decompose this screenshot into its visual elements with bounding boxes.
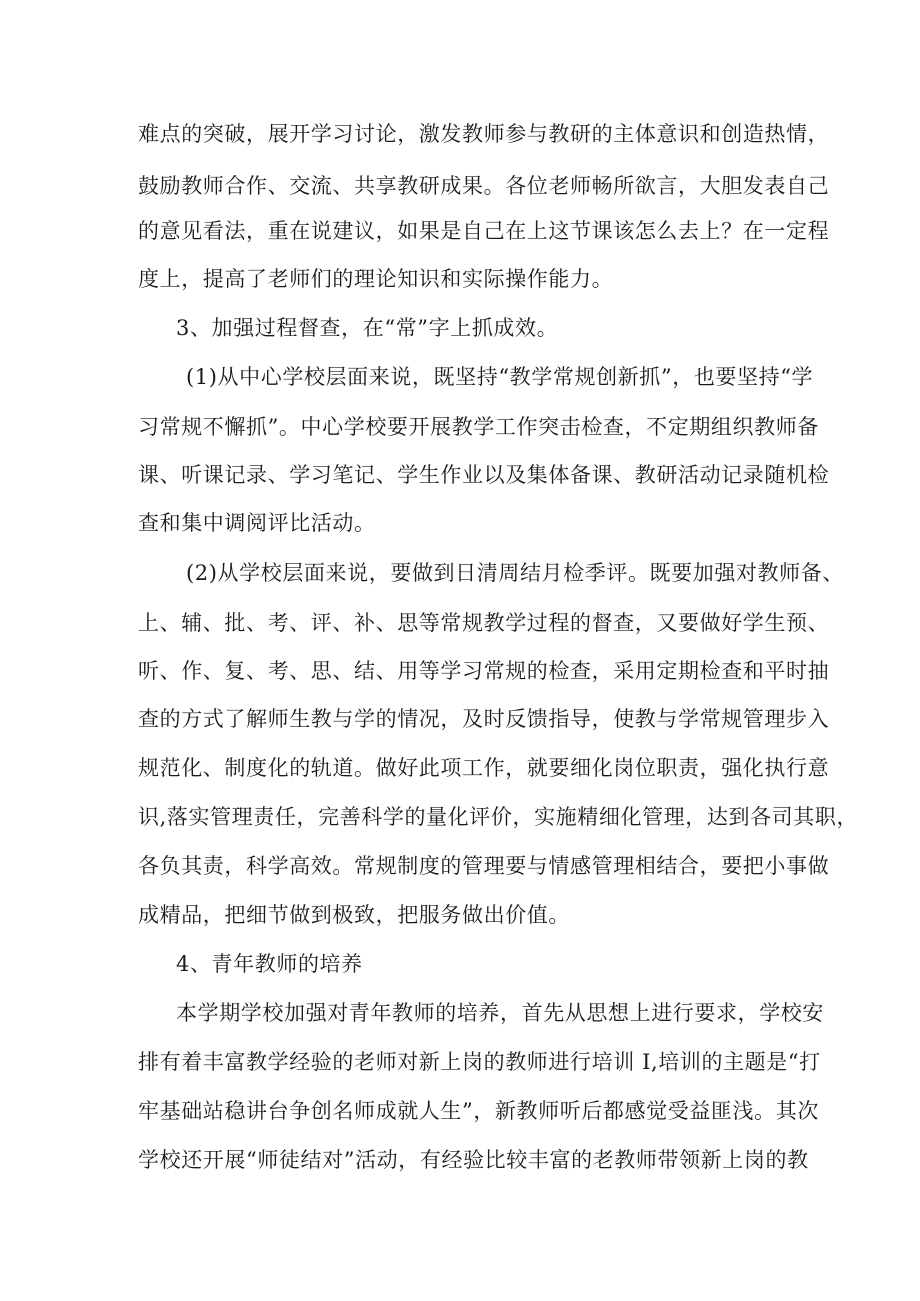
text-line: 度上，提高了老师们的理论知识和实际操作能力。 [138, 267, 614, 291]
text-line: 规范化、制度化的轨道。做好此项工作，就要细化岗位职责，强化执行意 [138, 756, 830, 780]
section-heading: 4、青年教师的培养 [176, 952, 363, 976]
text-line: 牢基础站稳讲台争创名师成就人生”，新教师听后都感觉受益匪浅。其次 [138, 1099, 819, 1123]
text-line: 的意见看法，重在说建议，如果是自己在上这节课该怎么去上？在一定程 [138, 219, 830, 243]
text-line: 学校还开展“师徒结对”活动，有经验比较丰富的老教师带领新上岗的教 [138, 1148, 809, 1172]
text-line: 难点的突破，展开学习讨论，激发教师参与教研的主体意识和创造热情， [138, 122, 830, 146]
text-line: 习常规不懈抓”。中心学校要开展教学工作突击检查，不定期组织教师备 [138, 415, 819, 439]
text-line: 成精品，把细节做到极致，把服务做出价值。 [138, 903, 570, 927]
text-line: 听、作、复、考、思、结、用等学习常规的检查，采用定期检查和平时抽 [138, 659, 830, 683]
section-heading: 3、加强过程督查，在“常”字上抓成效。 [176, 316, 559, 340]
text-line: (2)从学校层面来说，要做到日清周结月检季评。既要加强对教师备、 [186, 561, 844, 585]
text-line: 本学期学校加强对青年教师的培养，首先从思想上进行要求，学校安 [176, 1001, 824, 1025]
text-line: 上、辅、批、考、评、补、思等常规教学过程的督查，又要做好学生预、 [138, 611, 830, 635]
text-line: 查和集中调阅评比活动。 [138, 511, 376, 535]
text-line: 各负其责，科学高效。常规制度的管理要与情感管理相结合，要把小事做 [138, 854, 830, 878]
text-line: 识,落实管理责任，完善科学的量化评价，实施精细化管理，达到各司其职， [138, 805, 859, 829]
text-line: 鼓励教师合作、交流、共享教研成果。各位老师畅所欲言，大胆发表自己 [138, 174, 830, 198]
text-line: 排有着丰富教学经验的老师对新上岗的教师进行培训 I,培训的主题是“打 [138, 1050, 821, 1074]
text-line: 查的方式了解师生教与学的情况，及时反馈指导，使教与学常规管理步入 [138, 707, 830, 731]
text-line: 课、听课记录、学习笔记、学生作业以及集体备课、教研活动记录随机检 [138, 463, 830, 487]
text-line: (1)从中心学校层面来说，既坚持“教学常规创新抓”，也要坚持“学 [186, 365, 814, 389]
